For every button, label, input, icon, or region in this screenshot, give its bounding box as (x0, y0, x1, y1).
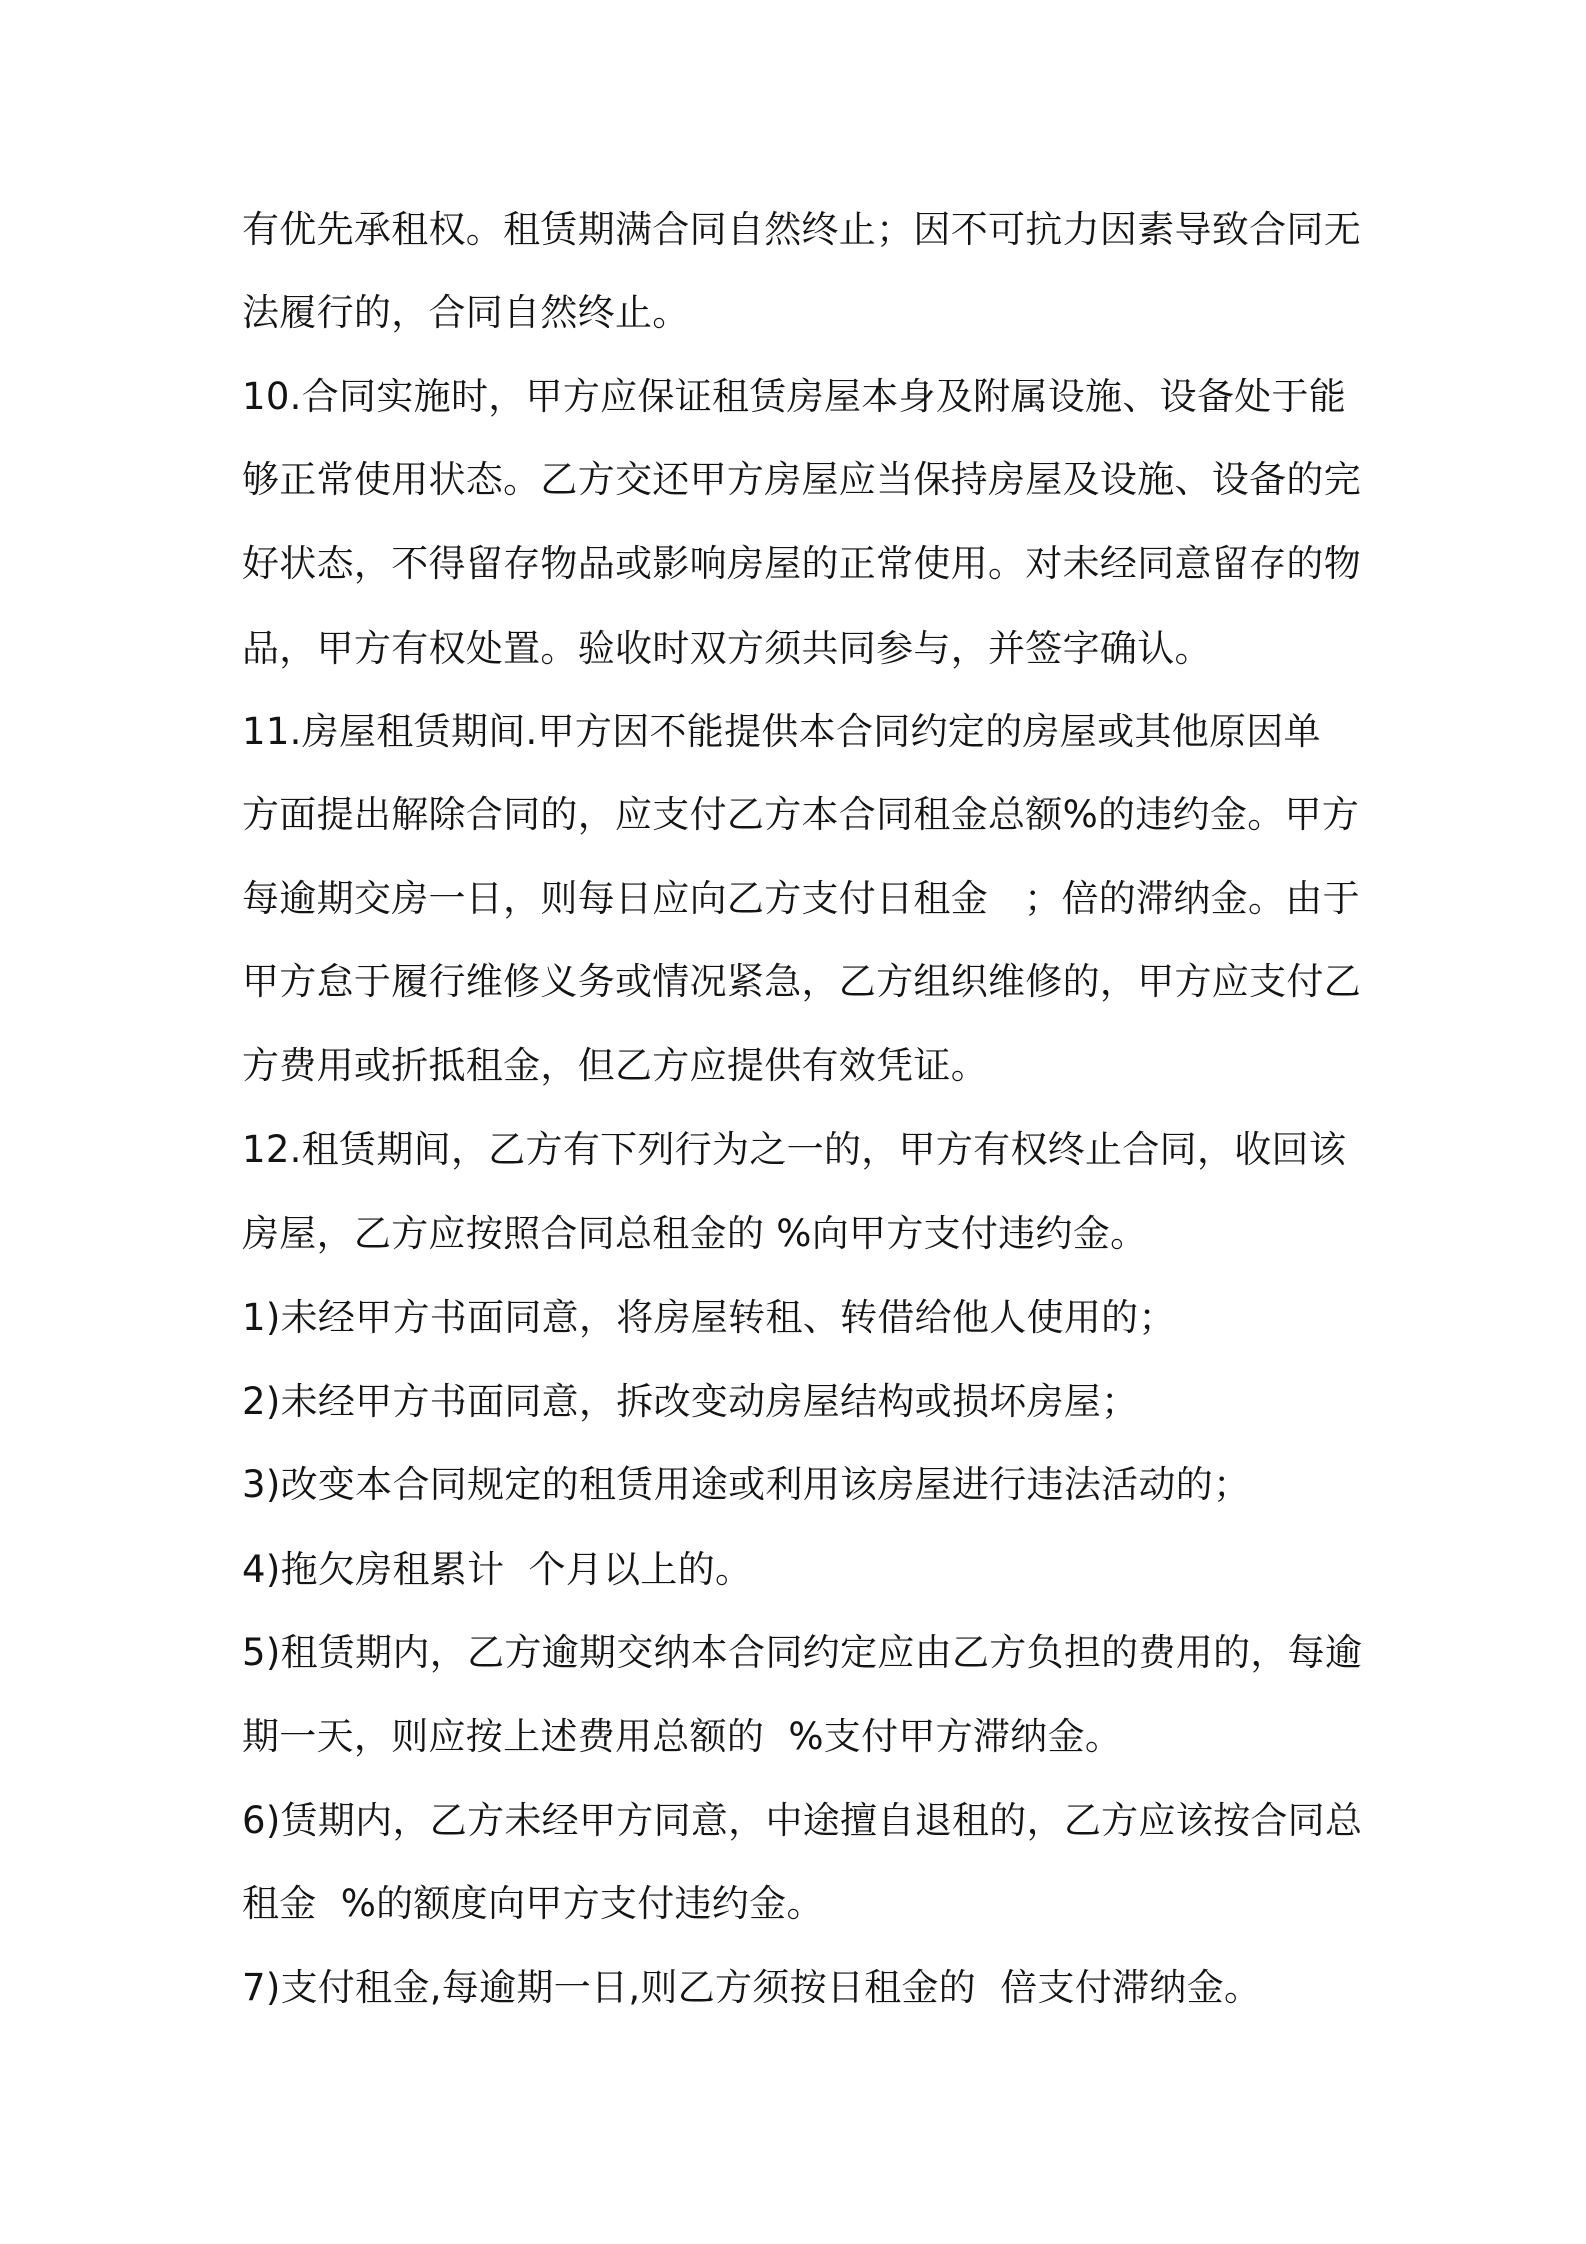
text-line: 够正常使用状态。乙方交还甲方房屋应当保持房屋及设施、设备的完 (242, 458, 1361, 501)
list-item-7: 7)支付租金,每逾期一日,则乙方须按日租金的 倍支付滞纳金。 (242, 1966, 1262, 2009)
text-line: 方费用或折抵租金，但乙方应提供有效凭证。 (242, 1044, 988, 1087)
clause-12-start: 12.租赁期间，乙方有下列行为之一的，甲方有权终止合同，收回该 (242, 1128, 1347, 1171)
text-line: 每逾期交房一日，则每日应向乙方支付日租金 ；倍的滞纳金。由于 (242, 877, 1360, 920)
text-line: 甲方怠于履行维修义务或情况紧急，乙方组织维修的，甲方应支付乙 (242, 960, 1361, 1003)
text-line: 租金 %的额度向甲方支付违约金。 (242, 1882, 824, 1925)
text-line: 好状态，不得留存物品或影响房屋的正常使用。对未经同意留存的物 (242, 542, 1361, 585)
list-item-4: 4)拖欠房租累计 个月以上的。 (242, 1548, 753, 1591)
list-item-2: 2)未经甲方书面同意，拆改变动房屋结构或损坏房屋； (242, 1380, 1139, 1423)
clause-10-start: 10.合同实施时，甲方应保证租赁房屋本身及附属设施、设备处于能 (242, 375, 1347, 418)
text-line: 有优先承租权。租赁期满合同自然终止；因不可抗力因素导致合同无 (242, 208, 1361, 251)
list-item-3: 3)改变本合同规定的租赁用途或利用该房屋进行违法活动的； (242, 1463, 1251, 1506)
text-line: 方面提出解除合同的，应支付乙方本合同租金总额%的违约金。甲方 (242, 793, 1360, 836)
text-line: 期一天，则应按上述费用总额的 %支付甲方滞纳金。 (242, 1715, 1123, 1758)
clause-11-start: 11.房屋租赁期间.甲方因不能提供本合同约定的房屋或其他原因单 (242, 710, 1321, 753)
text-line: 法履行的，合同自然终止。 (242, 291, 690, 334)
text-line: 房屋，乙方应按照合同总租金的 %向甲方支付违约金。 (242, 1212, 1148, 1255)
text-line: 品，甲方有权处置。验收时双方须共同参与，并签字确认。 (242, 627, 1212, 670)
list-item-5: 5)租赁期内，乙方逾期交纳本合同约定应由乙方负担的费用的，每逾 (242, 1631, 1363, 1674)
list-item-6: 6)赁期内，乙方未经甲方同意，中途擅自退租的，乙方应该按合同总 (242, 1799, 1363, 1842)
list-item-1: 1)未经甲方书面同意，将房屋转租、转借给他人使用的； (242, 1296, 1176, 1339)
